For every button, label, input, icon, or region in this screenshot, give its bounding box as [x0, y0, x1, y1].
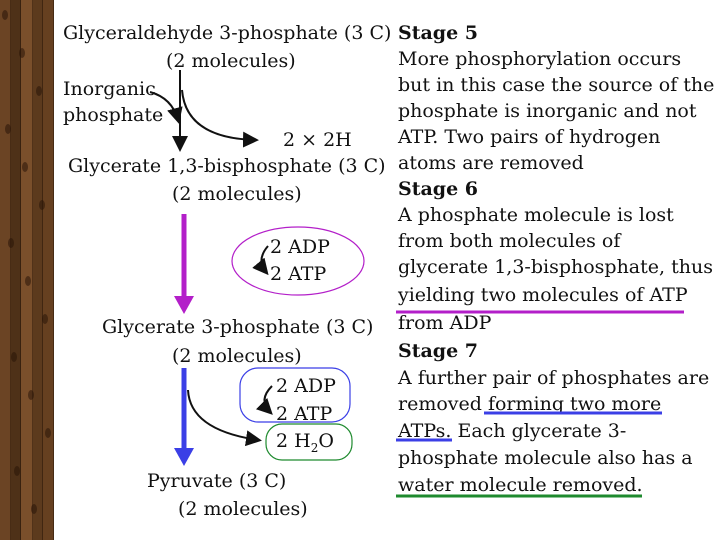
stage6-atp-circle [232, 227, 364, 295]
inorganic-label: Inorganic [63, 78, 156, 100]
hydrogen-removal-arrow [182, 90, 255, 140]
stage6-arrowhead [174, 296, 194, 314]
glycerate-3-phosphate-count: (2 molecules) [172, 345, 302, 367]
stage5-line: ATP. Two pairs of hydrogen [398, 126, 661, 148]
stage5-line: More phosphorylation occurs [398, 48, 682, 70]
stage7-line: phosphate molecule also has a [398, 447, 693, 469]
adp-to-atp-arrow-2 [264, 386, 272, 412]
stage6-line: glycerate 1,3-bisphosphate, thus [398, 256, 713, 278]
hydrogen-label: 2 × 2H [283, 129, 352, 151]
atp-label-1: 2 ATP [270, 263, 327, 285]
stage5-line: atoms are removed [398, 152, 584, 174]
adp-to-atp-arrow-1 [261, 246, 268, 272]
stage6-line: yielding two molecules of ATP [398, 284, 688, 306]
adp-label-2: 2 ADP [276, 375, 336, 397]
stage6-heading: Stage 6 [398, 178, 479, 200]
adp-label-1: 2 ADP [270, 236, 330, 258]
stage7-line: ATPs. Each glycerate 3- [398, 420, 627, 442]
bisphosphate-label: Glycerate 1,3-bisphosphate (3 C) [68, 155, 386, 177]
water-removal-arrow [188, 390, 258, 440]
water-label: 2 $H_2O$ [276, 430, 334, 455]
stage6-line: from both molecules of [398, 230, 621, 252]
pyruvate-label: Pyruvate (3 C) [147, 470, 287, 492]
stage7-line: removed forming two more [398, 393, 662, 415]
stage5-heading: Stage 5 [398, 22, 479, 44]
stage7-line: A further pair of phosphates are [398, 367, 710, 389]
phosphate-label: phosphate [63, 104, 164, 126]
bisphosphate-count: (2 molecules) [172, 183, 302, 205]
stage6-line: from ADP [398, 312, 492, 334]
stage7-line: water molecule removed. [398, 474, 643, 496]
pyruvate-count: (2 molecules) [178, 498, 308, 520]
stage5-line: but in this case the source of the [398, 74, 715, 96]
glycerate-3-phosphate-label: Glycerate 3-phosphate (3 C) [102, 316, 374, 338]
stage5-line: phosphate is inorganic and not [398, 100, 697, 122]
glyceraldehyde-label: Glyceraldehyde 3-phosphate (3 C) [63, 22, 392, 44]
stage7-arrowhead [174, 448, 194, 466]
inorganic-phosphate-arrow [150, 92, 178, 120]
water-box [266, 424, 352, 460]
stage7-heading: Stage 7 [398, 340, 479, 362]
stage6-line: A phosphate molecule is lost [398, 204, 674, 226]
glyceraldehyde-count: (2 molecules) [166, 50, 296, 72]
atp-label-2: 2 ATP [276, 403, 333, 425]
stage7-atp-box [240, 368, 350, 422]
